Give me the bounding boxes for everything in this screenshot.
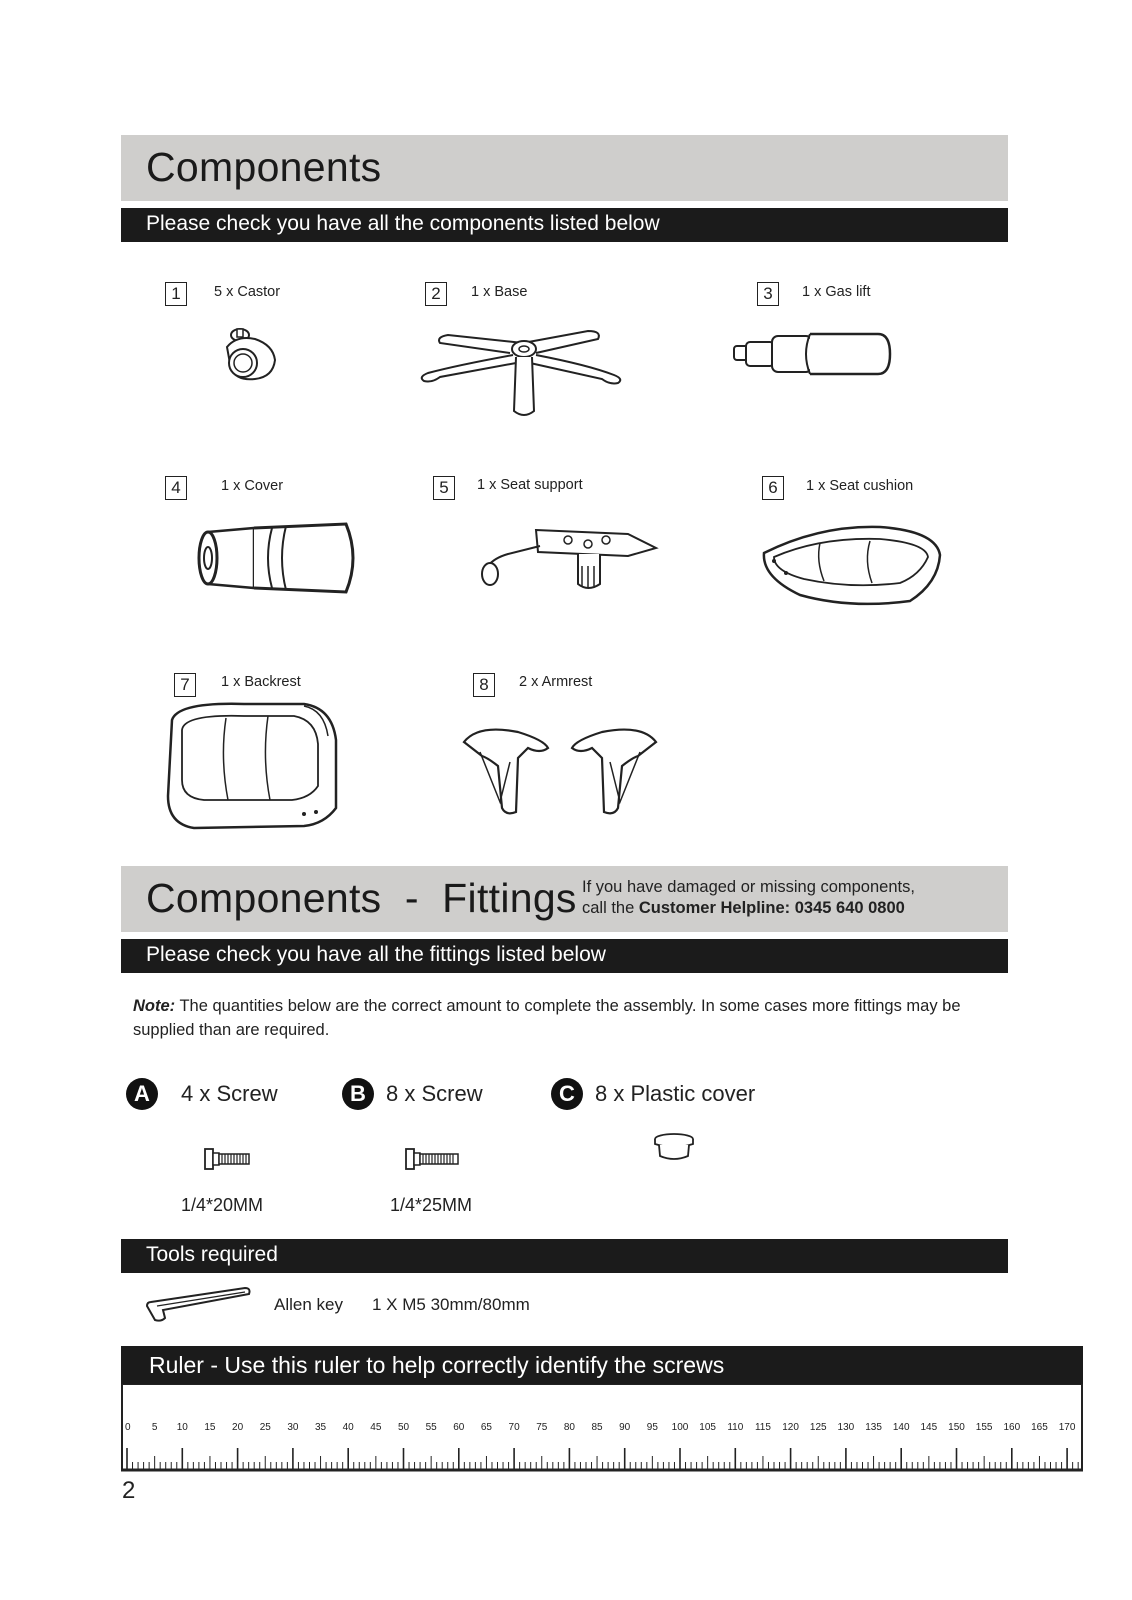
- item-label: 1 x Backrest: [221, 674, 301, 690]
- fitting-size: 1/4*20MM: [181, 1195, 264, 1215]
- ruler-label: 65: [480, 1422, 493, 1433]
- plastic-cover-icon: [652, 1132, 696, 1162]
- fitting-letter-c: C: [551, 1078, 583, 1110]
- components-header: [121, 135, 1008, 201]
- ruler-label: 85: [591, 1422, 603, 1433]
- fitting-letter-a: A: [126, 1078, 158, 1110]
- screw-a-icon: [203, 1146, 253, 1172]
- ruler-label: 130: [837, 1422, 855, 1433]
- ruler-label: 110: [727, 1422, 744, 1433]
- fittings-subtitle-bar: [121, 939, 1008, 973]
- item-number: 6: [762, 476, 784, 500]
- ruler-label: 25: [259, 1422, 271, 1433]
- ruler-label: 50: [397, 1422, 410, 1433]
- allen-key-icon: [143, 1284, 253, 1324]
- ruler-label: 10: [176, 1422, 188, 1433]
- note-label: Note:: [133, 997, 176, 1015]
- ruler-label: 115: [754, 1422, 771, 1433]
- ruler-label: 170: [1058, 1422, 1076, 1433]
- helpline-number: Customer Helpline: 0345 640 0800: [638, 899, 905, 917]
- ruler-label: 165: [1031, 1422, 1048, 1433]
- ruler-label: 140: [892, 1422, 910, 1433]
- ruler-label: 150: [948, 1422, 965, 1433]
- item-number: 1: [165, 282, 187, 306]
- fitting-label: 4 x Screw: [181, 1081, 278, 1106]
- fitting-label: 8 x Plastic cover: [595, 1081, 756, 1106]
- ruler-label: 35: [314, 1422, 327, 1433]
- ruler-label: 90: [619, 1422, 631, 1433]
- ruler-label: 60: [453, 1422, 465, 1433]
- fittings-note: [133, 994, 993, 1042]
- page-number: 2: [122, 1477, 136, 1504]
- item-label: 2 x Armrest: [519, 674, 593, 690]
- ruler-label: 135: [865, 1422, 882, 1433]
- fittings-subtitle: Please check you have all the fittings listed below: [146, 943, 606, 966]
- tool-name: Allen key: [274, 1295, 343, 1314]
- tool-spec: 1 X M5 30mm/80mm: [372, 1295, 530, 1314]
- tools-title: Tools required: [146, 1243, 278, 1266]
- item-number: 5: [433, 476, 455, 500]
- ruler-label: 105: [699, 1422, 716, 1433]
- castor-illustration: [215, 325, 285, 385]
- ruler-label: 20: [232, 1422, 244, 1433]
- ruler-label: 55: [425, 1422, 437, 1433]
- components-subtitle-bar: [121, 208, 1008, 242]
- helpline-line1: If you have damaged or missing components,: [582, 878, 915, 896]
- ruler-label: 70: [508, 1422, 520, 1433]
- ruler: [121, 1384, 1083, 1472]
- ruler-label: 5: [151, 1422, 158, 1433]
- gas-lift-illustration: [730, 330, 900, 380]
- ruler-label: 120: [782, 1422, 799, 1433]
- cover-illustration: [196, 520, 366, 600]
- seat-cushion-illustration: [760, 525, 945, 615]
- item-label: 1 x Cover: [221, 478, 284, 494]
- ruler-label: 30: [287, 1422, 299, 1433]
- ruler-label: 95: [646, 1422, 658, 1433]
- helpline-prefix: call the: [582, 899, 635, 917]
- ruler-label: 125: [809, 1422, 827, 1433]
- seat-support-illustration: [478, 526, 663, 606]
- ruler-label: 160: [1003, 1422, 1021, 1433]
- ruler-label: 0: [125, 1422, 131, 1433]
- ruler-label: 40: [342, 1422, 354, 1433]
- ruler-title-bar: [121, 1346, 1083, 1384]
- item-number: 7: [174, 673, 196, 697]
- components-title: Components: [146, 144, 382, 190]
- backrest-illustration: [164, 700, 349, 835]
- ruler-title: Ruler - Use this ruler to help correctly identify the screws: [149, 1352, 725, 1378]
- helpline-text: [582, 877, 915, 919]
- fittings-header: [121, 866, 1008, 932]
- fitting-size: 1/4*25MM: [390, 1195, 473, 1215]
- ruler-label: 155: [975, 1422, 993, 1433]
- item-label: 1 x Seat cushion: [806, 478, 914, 494]
- base-illustration: [418, 325, 628, 425]
- ruler-label: 45: [370, 1422, 382, 1433]
- ruler-label: 100: [671, 1422, 689, 1433]
- helpline-line2: [582, 898, 915, 919]
- components-subtitle: Please check you have all the components listed below: [146, 212, 660, 235]
- item-label: 1 x Base: [471, 284, 528, 300]
- ruler-label: 75: [536, 1422, 548, 1433]
- ruler-label: 80: [563, 1422, 575, 1433]
- armrest-illustration: [458, 722, 663, 822]
- item-number: 3: [757, 282, 779, 306]
- screw-b-icon: [404, 1146, 462, 1172]
- ruler-label: 15: [204, 1422, 216, 1433]
- tools-bar: [121, 1239, 1008, 1273]
- item-number: 4: [165, 476, 187, 500]
- fitting-label: 8 x Screw: [386, 1081, 483, 1106]
- fittings-title: Components - Fittings: [146, 875, 577, 921]
- note-text: The quantities below are the correct amount to complete the assembly. In some cases more fittings may be supplied than are required.: [133, 997, 961, 1039]
- ruler-label: 145: [920, 1422, 938, 1433]
- item-number: 8: [473, 673, 495, 697]
- fitting-letter-b: B: [342, 1078, 374, 1110]
- item-label: 5 x Castor: [214, 284, 281, 300]
- item-number: 2: [425, 282, 447, 306]
- item-label: 1 x Gas lift: [802, 284, 871, 300]
- item-label: 1 x Seat support: [477, 477, 583, 493]
